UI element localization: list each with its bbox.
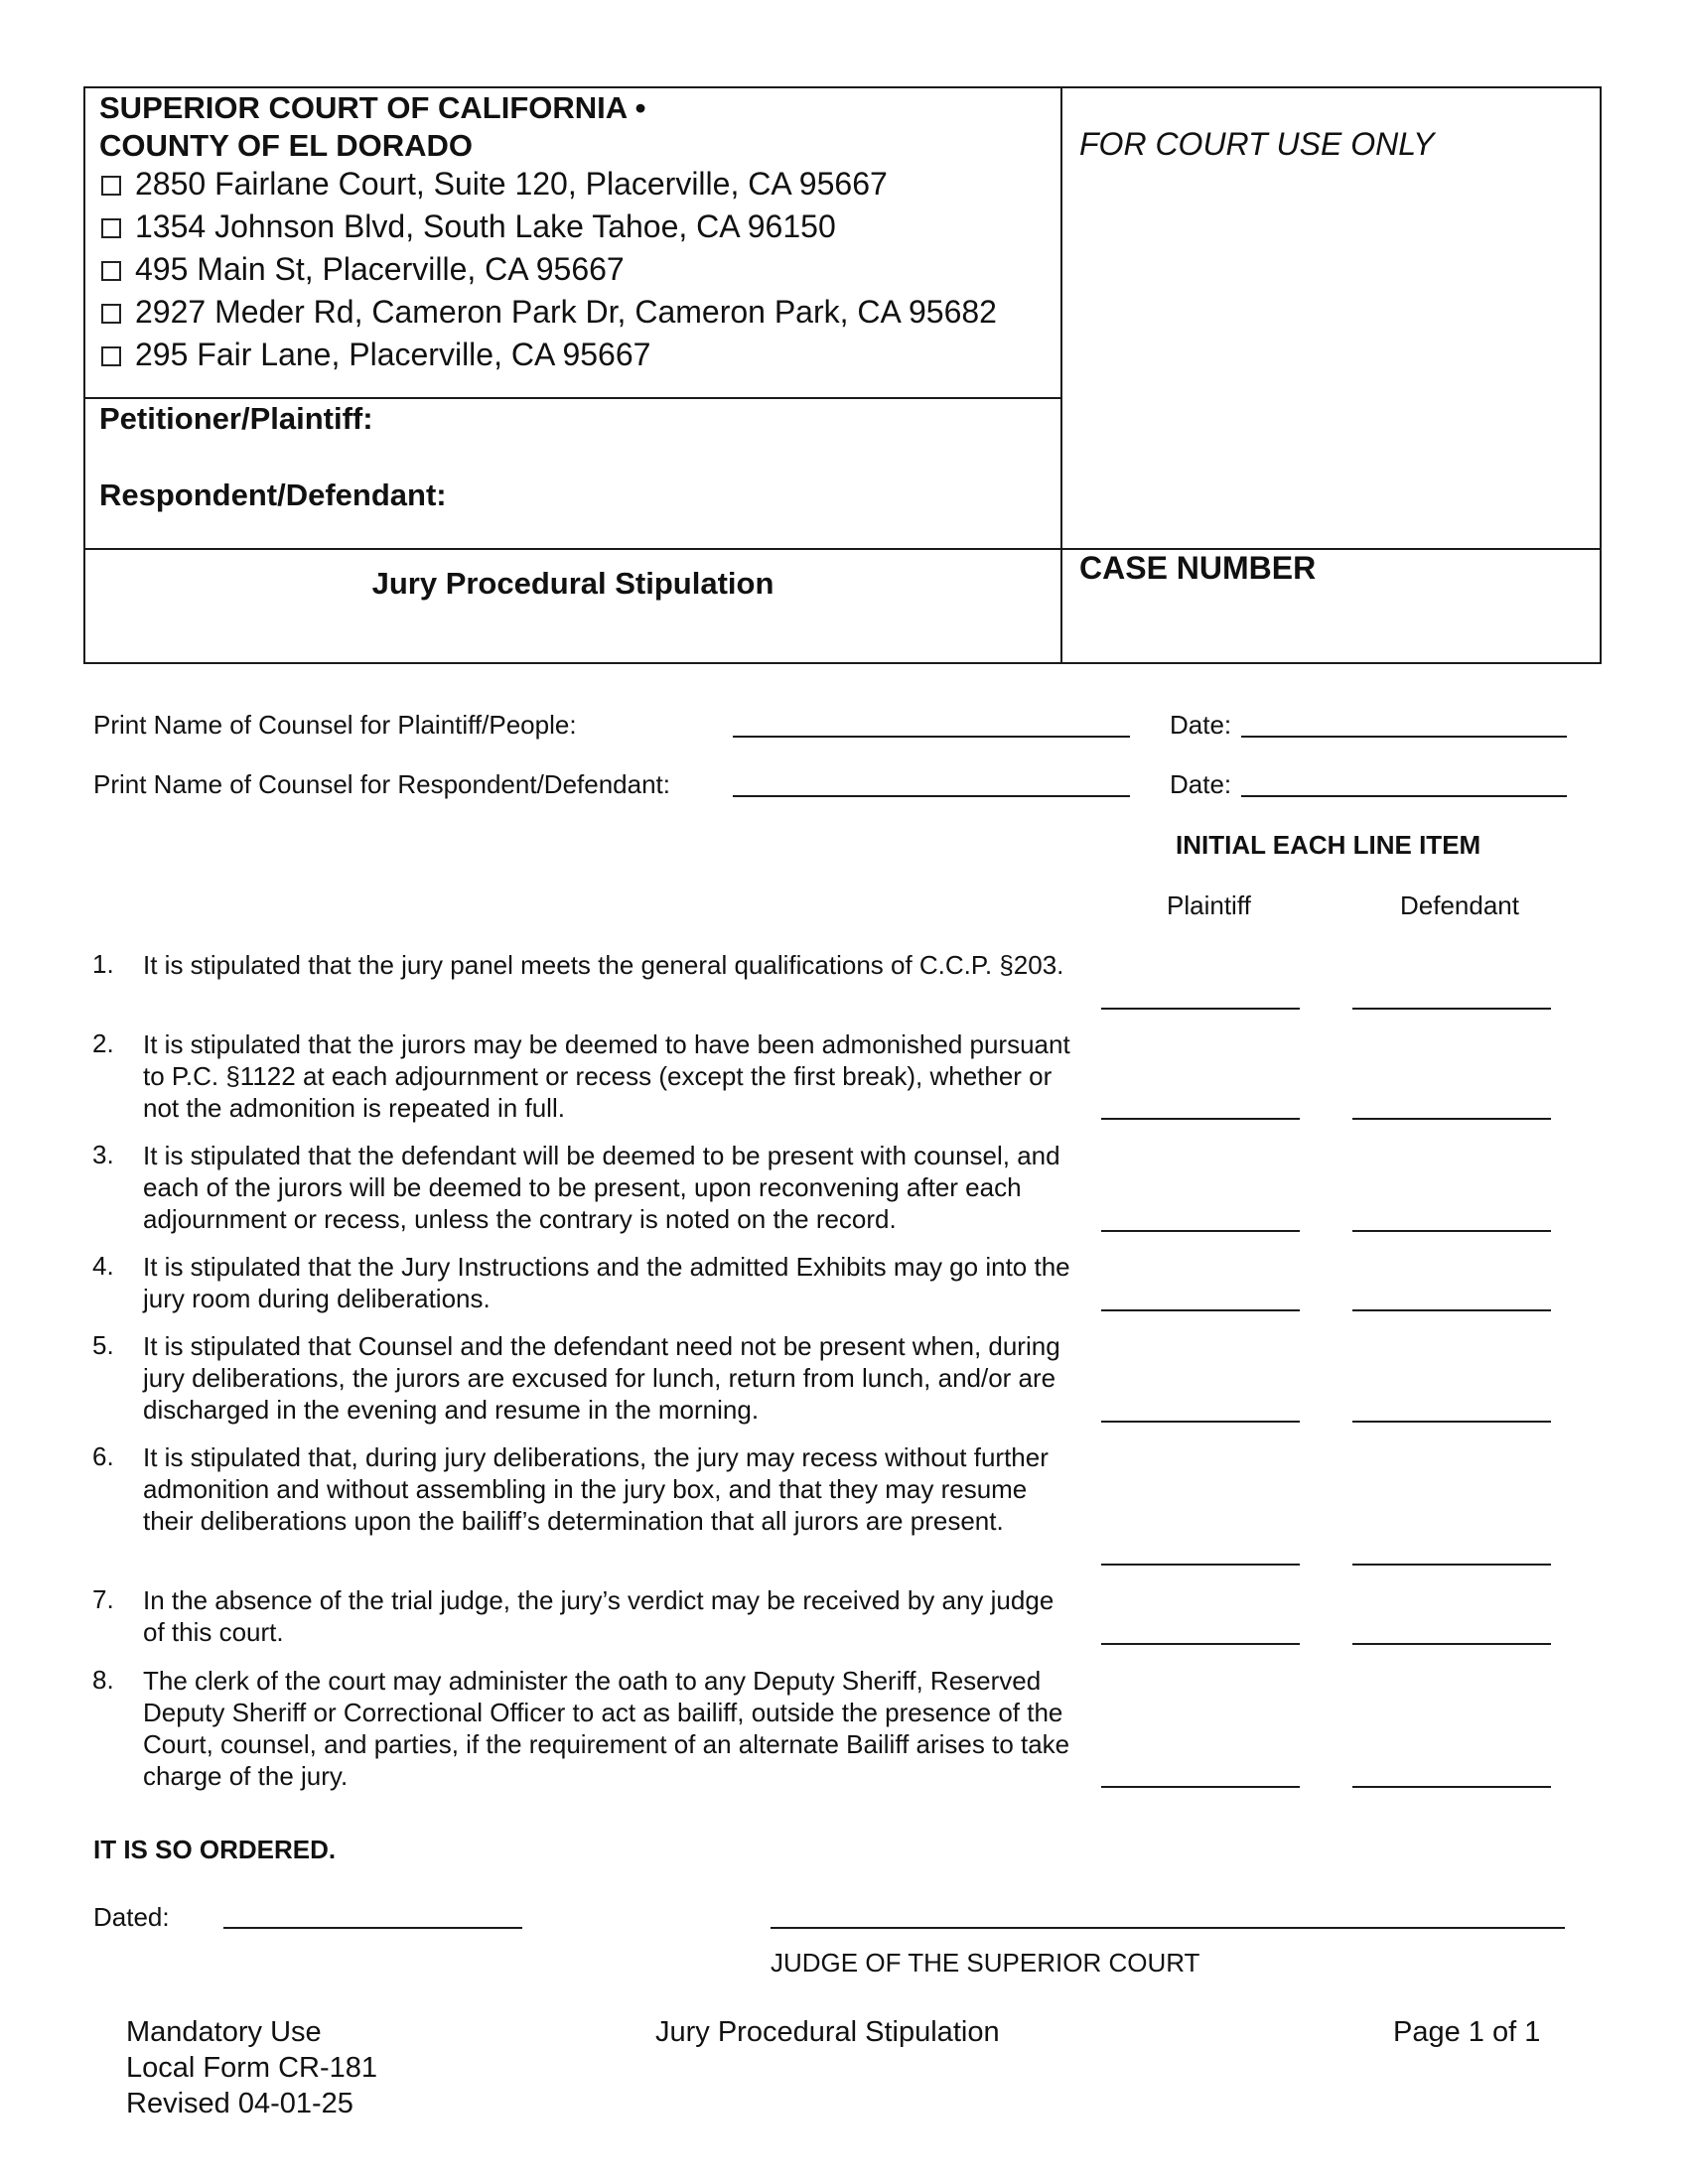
- header-divider-parties: [83, 397, 1062, 399]
- initial-line-plaintiff[interactable]: [1101, 1564, 1300, 1566]
- court-name-line1: SUPERIOR COURT OF CALIFORNIA •: [99, 90, 646, 125]
- judge-signature-line[interactable]: [771, 1927, 1565, 1929]
- item-number: 7.: [92, 1584, 114, 1614]
- initial-line-defendant[interactable]: [1352, 1564, 1551, 1566]
- checkbox-fair-lane[interactable]: [101, 346, 121, 366]
- item-number: 1.: [92, 949, 114, 979]
- item-text: It is stipulated that the Jury Instructions and the admitted Exhibits may go into the jury room during deliberations.: [143, 1252, 1070, 1313]
- address-option-johnson[interactable]: [101, 208, 836, 245]
- item-text: In the absence of the trial judge, the jury’s verdict may be received by any judge of this court.: [143, 1585, 1055, 1647]
- initial-heading: INITIAL EACH LINE ITEM: [1176, 830, 1481, 860]
- initial-line-plaintiff[interactable]: [1101, 1309, 1300, 1311]
- petitioner-label: Petitioner/Plaintiff:: [99, 401, 373, 436]
- footer-mandatory-use: Mandatory Use: [126, 2016, 322, 2048]
- item-text: It is stipulated that the jury panel meets the general qualifications of C.C.P. §203.: [143, 950, 1064, 980]
- item-text: The clerk of the court may administer the oath to any Deputy Sheriff, Reserved Deputy Sheriff or Correctional Officer to act as bailiff, outside the presence of the Court, counsel, and parties, if the requirement of an alternate Bailiff arises to take charge of the jury.: [143, 1666, 1070, 1791]
- checkbox-johnson[interactable]: [101, 218, 121, 238]
- address-text-johnson: 1354 Johnson Blvd, South Lake Tahoe, CA 96150: [135, 208, 836, 244]
- so-ordered-label: IT IS SO ORDERED.: [93, 1835, 337, 1864]
- initial-line-plaintiff[interactable]: [1101, 1230, 1300, 1232]
- counsel-plaintiff-date-label: Date:: [1170, 710, 1232, 740]
- counsel-defendant-date-field[interactable]: [1241, 795, 1567, 797]
- initial-line-plaintiff[interactable]: [1101, 1643, 1300, 1645]
- initial-line-defendant[interactable]: [1352, 1421, 1551, 1423]
- item-text: It is stipulated that Counsel and the defendant need not be present when, during jury deliberations, the jurors are excused for lunch, return from lunch, and/or are discharged in the evening and resume in the morning.: [143, 1331, 1060, 1425]
- initial-column-plaintiff: Plaintiff: [1167, 890, 1251, 920]
- item-number: 6.: [92, 1441, 114, 1471]
- initial-line-defendant[interactable]: [1352, 1118, 1551, 1120]
- form-title: Jury Procedural Stipulation: [371, 566, 774, 601]
- address-option-main-st[interactable]: [101, 251, 625, 288]
- item-text: It is stipulated that, during jury deliberations, the jury may recess without further admonition and without assembling in the jury box, and that they may resume their deliberations upon the bailiff’s determination that all jurors are present.: [143, 1442, 1049, 1536]
- item-number: 8.: [92, 1665, 114, 1695]
- initial-line-plaintiff[interactable]: [1101, 1118, 1300, 1120]
- court-name-line2: COUNTY OF EL DORADO: [99, 128, 474, 163]
- initial-line-plaintiff[interactable]: [1101, 1421, 1300, 1423]
- footer-title: Jury Procedural Stipulation: [655, 2016, 1000, 2048]
- address-text-main-st: 495 Main St, Placerville, CA 95667: [135, 251, 625, 287]
- counsel-plaintiff-label: Print Name of Counsel for Plaintiff/People:: [93, 710, 577, 740]
- item-number: 4.: [92, 1251, 114, 1281]
- counsel-defendant-label: Print Name of Counsel for Respondent/Defendant:: [93, 769, 671, 799]
- address-text-meder: 2927 Meder Rd, Cameron Park Dr, Cameron Park, CA 95682: [135, 294, 997, 330]
- footer-page-number: Page 1 of 1: [1393, 2016, 1541, 2048]
- item-number: 3.: [92, 1140, 114, 1169]
- counsel-plaintiff-name-field[interactable]: [733, 736, 1130, 738]
- initial-line-plaintiff[interactable]: [1101, 1008, 1300, 1010]
- item-text: It is stipulated that the defendant will be deemed to be present with counsel, and each of the jurors will be deemed to be present, upon reconvening after each adjournment or recess, unless the contrary is noted on the record.: [143, 1141, 1060, 1234]
- address-option-meder[interactable]: [101, 294, 997, 331]
- case-number-label: CASE NUMBER: [1079, 550, 1317, 586]
- header-divider-title: [83, 548, 1602, 550]
- initial-line-defendant[interactable]: [1352, 1786, 1551, 1788]
- court-use-only-label: FOR COURT USE ONLY: [1079, 126, 1435, 162]
- initial-line-defendant[interactable]: [1352, 1309, 1551, 1311]
- counsel-defendant-date-label: Date:: [1170, 769, 1232, 799]
- initial-column-defendant: Defendant: [1400, 890, 1519, 920]
- item-number: 2.: [92, 1028, 114, 1058]
- address-option-fair-lane[interactable]: [101, 337, 650, 373]
- address-text-fair-lane: 295 Fair Lane, Placerville, CA 95667: [135, 337, 651, 372]
- dated-label: Dated:: [93, 1902, 170, 1932]
- respondent-label: Respondent/Defendant:: [99, 478, 447, 512]
- address-option-fairlane[interactable]: [101, 166, 888, 203]
- initial-line-defendant[interactable]: [1352, 1008, 1551, 1010]
- footer-revised: Revised 04-01-25: [126, 2088, 353, 2119]
- item-text: It is stipulated that the jurors may be deemed to have been admonished pursuant to P.C. §1122 at each adjournment or recess (except the first break), whether or not the admonition is repeated in full.: [143, 1029, 1070, 1123]
- judge-label: JUDGE OF THE SUPERIOR COURT: [771, 1948, 1200, 1978]
- initial-line-defendant[interactable]: [1352, 1643, 1551, 1645]
- counsel-plaintiff-date-field[interactable]: [1241, 736, 1567, 738]
- item-number: 5.: [92, 1330, 114, 1360]
- checkbox-fairlane[interactable]: [101, 176, 121, 196]
- address-text-fairlane: 2850 Fairlane Court, Suite 120, Placerville, CA 95667: [135, 166, 888, 202]
- checkbox-meder[interactable]: [101, 304, 121, 324]
- initial-line-plaintiff[interactable]: [1101, 1786, 1300, 1788]
- dated-field[interactable]: [223, 1927, 522, 1929]
- checkbox-main-st[interactable]: [101, 261, 121, 281]
- footer-form-number: Local Form CR-181: [126, 2052, 378, 2084]
- initial-line-defendant[interactable]: [1352, 1230, 1551, 1232]
- counsel-defendant-name-field[interactable]: [733, 795, 1130, 797]
